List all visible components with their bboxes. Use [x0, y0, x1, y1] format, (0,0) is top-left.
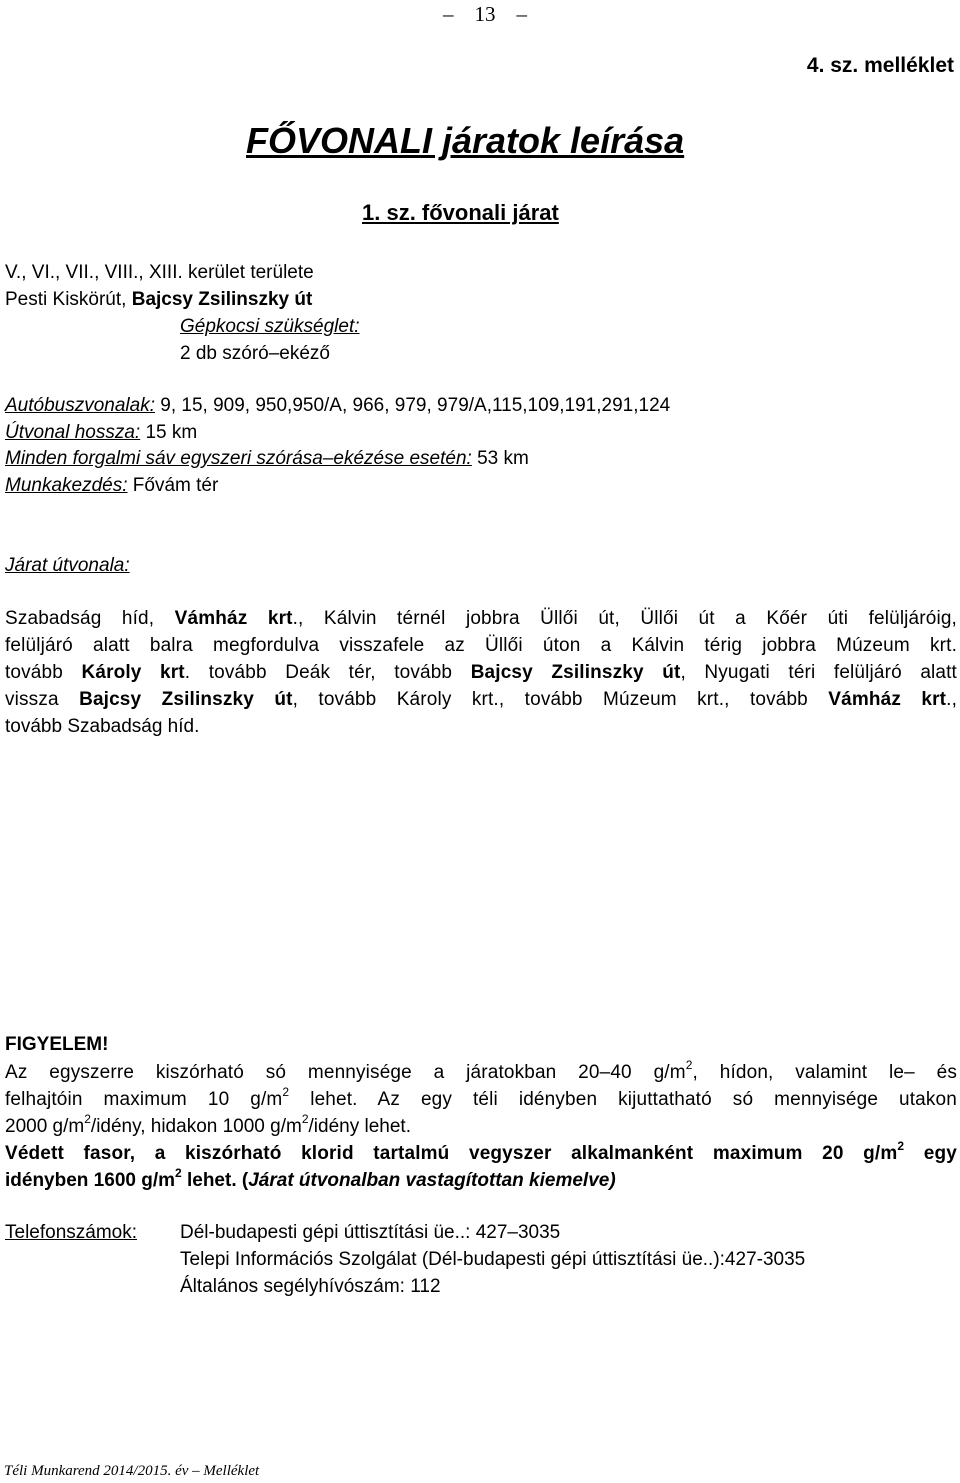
- route-length-value: 15 km: [140, 422, 198, 443]
- notice-text: /idény lehet.: [308, 1116, 411, 1137]
- superscript: 2: [897, 1139, 905, 1153]
- route-bold: Károly krt: [81, 662, 185, 683]
- start-label: Munkakezdés:: [5, 475, 128, 496]
- route-text: , tovább Károly krt., tovább Múzeum krt., tovább: [292, 689, 829, 710]
- lane-length-label: Minden forgalmi sáv egyszeri szórása–ekézése esetén:: [5, 448, 472, 469]
- page-number-dash-left: –: [443, 2, 454, 26]
- route-line-2: felüljáró alatt balra megfordulva visszafele az Üllői úton a Kálvin térig jobbra Múzeum krt.: [5, 635, 957, 656]
- route-text: tovább: [5, 662, 82, 683]
- route-bold: Vámház krt: [174, 608, 293, 629]
- phone-line-3: Általános segélyhívószám: 112: [180, 1276, 441, 1297]
- notice-line-4: [5, 1139, 957, 1165]
- notice-line-1: [5, 1058, 957, 1084]
- notice-text: Az egyszerre kiszórható só mennyisége a járatokban 20–40 g/m: [5, 1062, 686, 1083]
- start-value: Fővám tér: [127, 475, 219, 496]
- superscript: 2: [282, 1085, 290, 1099]
- page-number-value: 13: [474, 2, 496, 26]
- phone-line-2: Telepi Információs Szolgálat (Dél-budapesti gépi úttisztítási üe..):427-3035: [180, 1249, 806, 1270]
- bus-lines-label: Autóbuszvonalak:: [5, 395, 155, 416]
- streets-line: [5, 289, 312, 311]
- footer: Téli Munkarend 2014/2015. év – Melléklet: [4, 1463, 260, 1479]
- route-line-4: [5, 689, 957, 711]
- route-text: , Nyugati téri felüljáró alatt: [680, 662, 957, 683]
- route-number: 1. sz. fővonali járat: [362, 200, 559, 225]
- vehicle-label-text: Gépkocsi szükséglet:: [180, 316, 360, 337]
- district-line: V., VI., VII., VIII., XIII. kerület területe: [5, 262, 314, 283]
- page-title: FŐVONALI járatok leírása: [246, 120, 685, 161]
- phone-line-1: Dél-budapesti gépi úttisztítási üe..: 427–3035: [180, 1222, 561, 1243]
- superscript: 2: [685, 1058, 693, 1072]
- notice-text: 2000 g/m: [5, 1116, 85, 1137]
- route-length-row: [5, 422, 197, 444]
- notice-text: idényben 1600 g/m: [5, 1170, 176, 1191]
- streets-bold: Bajcsy Zsilinszky út: [131, 289, 313, 310]
- page-number: [443, 2, 527, 27]
- route-text: ., Kálvin térnél jobbra Üllői út, Üllői út a Kőér úti felüljáróig,: [292, 608, 957, 629]
- lane-length-row: [5, 448, 529, 470]
- route-bold: Bajcsy Zsilinszky út: [79, 689, 293, 710]
- route-heading-text: Járat útvonala:: [5, 555, 130, 576]
- route-text: .,: [946, 689, 957, 710]
- notice-line-3: [5, 1112, 411, 1138]
- route-text: Szabadság híd,: [5, 608, 175, 629]
- route-line-3: [5, 662, 957, 684]
- vehicle-label: [180, 316, 360, 338]
- bus-lines-row: [5, 395, 670, 417]
- route-heading: [5, 555, 130, 577]
- notice-text: /idény, hidakon 1000 g/m: [90, 1116, 302, 1137]
- route-line-5: tovább Szabadság híd.: [5, 716, 200, 737]
- notice-italic: Járat útvonalban vastagítottan kiemelve): [248, 1170, 616, 1191]
- route-length-label: Útvonal hossza:: [5, 422, 141, 443]
- notice-heading: FIGYELEM!: [5, 1034, 109, 1055]
- route-line-1: [5, 608, 957, 630]
- route-text: vissza: [5, 689, 80, 710]
- notice-text: egy: [904, 1143, 957, 1164]
- start-row: [5, 475, 218, 497]
- phones-label-text: Telefonszámok:: [5, 1222, 138, 1243]
- notice-text: lehet. (: [181, 1170, 249, 1191]
- notice-line-5: [5, 1166, 616, 1192]
- annex-label: 4. sz. melléklet: [806, 54, 954, 77]
- superscript: 2: [84, 1112, 91, 1126]
- page-number-dash-right: –: [516, 2, 527, 26]
- notice-text: , hídon, valamint le– és: [692, 1062, 957, 1083]
- notice-line-2: [5, 1085, 957, 1111]
- superscript: 2: [301, 1112, 309, 1126]
- route-bold: Vámház krt: [828, 689, 947, 710]
- phones-label: [5, 1222, 137, 1244]
- notice-text: felhajtóin maximum 10 g/m: [5, 1089, 283, 1110]
- superscript: 2: [175, 1166, 182, 1180]
- notice-text: Védett fasor, a kiszórható klorid tartalmú vegyszer alkalmanként maximum 20 g/m: [5, 1143, 898, 1164]
- bus-lines-value: 9, 15, 909, 950,950/A, 966, 979, 979/A,115,109,191,291,124: [155, 395, 671, 416]
- notice-text: lehet. Az egy téli idényben kijuttatható só mennyisége utakon: [289, 1089, 957, 1110]
- vehicle-value: 2 db szóró–ekéző: [180, 343, 330, 364]
- route-bold: Bajcsy Zsilinszky út: [470, 662, 681, 683]
- lane-length-value: 53 km: [471, 448, 529, 469]
- streets-prefix: Pesti Kiskörút,: [5, 289, 132, 310]
- route-text: . tovább Deák tér, tovább: [184, 662, 471, 683]
